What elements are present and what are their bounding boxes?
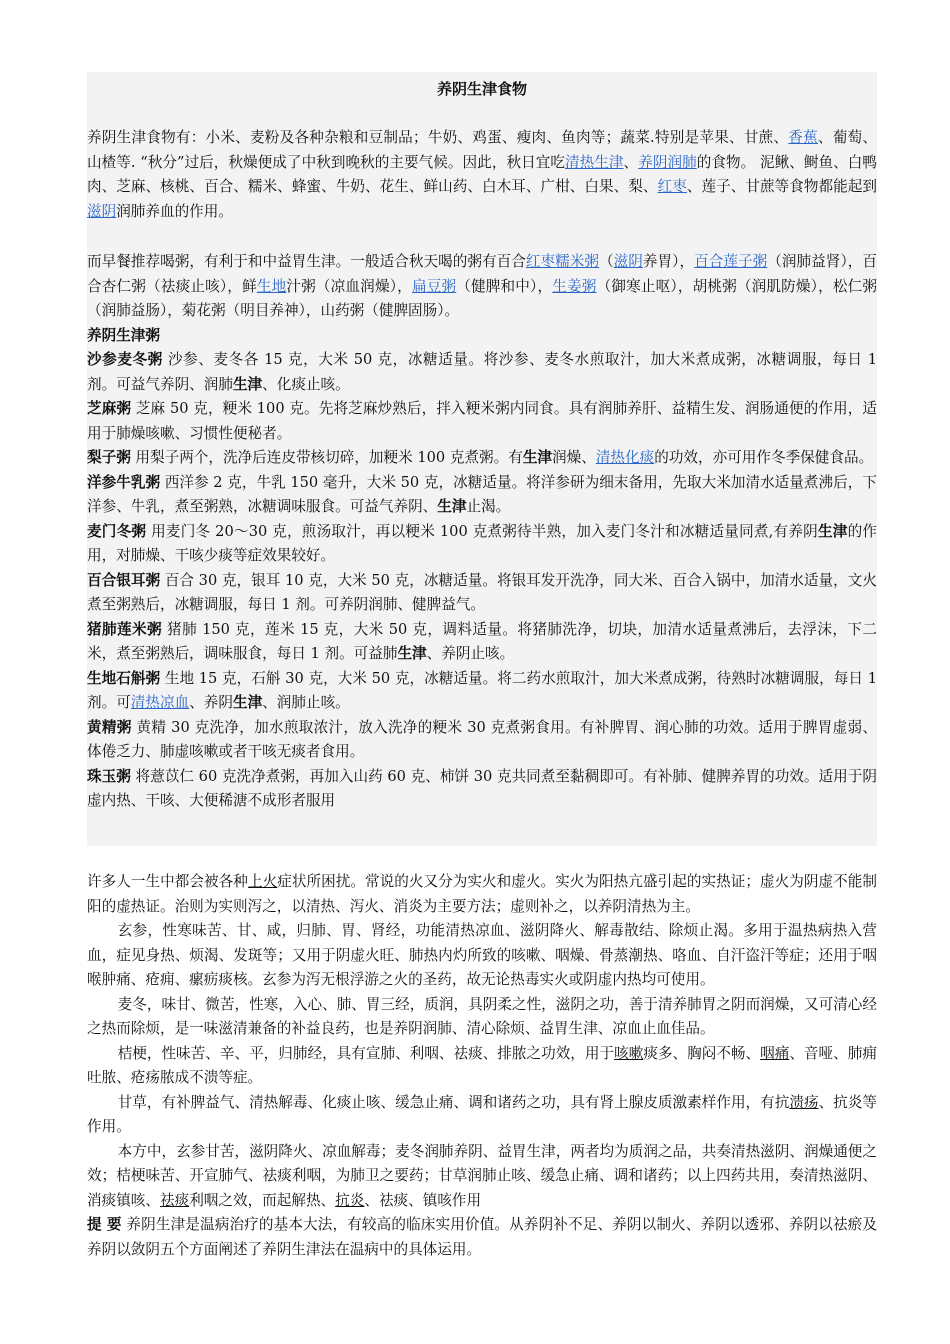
- link-yangyin-runfei[interactable]: 养阴润肺: [638, 153, 697, 171]
- recipe-zhufei-lianmi: 猪肺莲米粥 猪肺 150 克，莲米 15 克，大米 50 克，调料适量。将猪肺洗净，切块，加清水适量煮沸后，去浮沫，下二米，煮至粥熟后，调味服食，每日 1 剂。可益肺生津、养阴止咳。: [87, 620, 877, 662]
- recipe-name: 生地石斛粥: [87, 669, 161, 687]
- recipe-name: 梨子粥: [87, 449, 131, 466]
- intro-section: [87, 126, 877, 224]
- recipe-shashen-maidong: 沙参麦冬粥 沙参、麦冬各 15 克，大米 50 克，冰糖适量。将沙参、麦冬水煎取汁，加大米煮成粥，冰糖调服，每日 1 剂。可益气养阴、润肺生津、化痰止咳。: [87, 351, 877, 393]
- link-biandou-zhou[interactable]: 扁豆粥: [411, 277, 457, 295]
- breakfast-paragraph: 而早餐推荐喝粥，有利于和中益胃生津。一般适合秋天喝的粥有百合红枣糯米粥（滋阴养胃），百合莲子粥（润肺益肾），百合杏仁粥（祛痰止咳），鲜生地汁粥（凉血润燥），扁豆粥（健脾和中），生姜粥（御寒止呕），胡桃粥（润肌防燥），松仁粥（润肺益肠），菊花粥（明目养神），山药粥（健脾固肠）。: [87, 253, 878, 319]
- recipe-name: 百合银耳粥: [87, 571, 161, 589]
- summary-label: 提 要: [87, 1216, 122, 1233]
- link-ziyin-2[interactable]: 滋阴: [613, 253, 643, 270]
- recipe-shengdi-shihu: 生地石斛粥 生地 15 克，石斛 30 克，大米 50 克，冰糖适量。将二药水煎取汁，加大米煮成粥，待熟时冰糖调服，每日 1 剂。可清热凉血、养阴生津、润肺止咳。: [87, 669, 877, 711]
- formula-analysis: 本方中，玄参甘苦，滋阴降火、凉血解毒；麦冬润肺养阴、益胃生津，两者均为质润之品，共奏清热滋阴、润燥通便之效；桔梗味苦、开宣肺气、祛痰利咽，为肺卫之要药；甘草润肺止咳、缓急止痛、调和诸药；以上四药共用，奏清热滋阴、消痰镇咳、祛痰利咽之效，而起解热、抗炎、祛痰、镇咳作用: [87, 1142, 877, 1209]
- recipe-name: 黄精粥: [87, 718, 132, 736]
- porridge-section: [87, 250, 877, 814]
- recipe-name: 芝麻粥: [87, 400, 132, 417]
- herbs-intro: 许多人一生中都会被各种上火症状所困扰。常说的火又分为实火和虚火。实火为阳热亢盛引起的实热证；虚火为阴虚不能制阳的虚热证。治则为实则泻之，以清热、泻火、消炎为主要方法；虚则补之，以养阴清热为主。: [87, 873, 877, 915]
- recipe-baihe-yiner: 百合银耳粥 百合 30 克，银耳 10 克，大米 50 克，冰糖适量。将银耳发开洗净，同大米、百合入锅中，加清水适量，文火煮至粥熟后，冰糖调服，每日 1 剂。可养阴润肺、健脾益气。: [87, 571, 877, 613]
- link-red-date[interactable]: 红枣: [657, 178, 687, 195]
- recipe-name: 猪肺莲米粥: [87, 620, 163, 638]
- page-title: 养阴生津食物: [436, 80, 527, 98]
- porridge-heading: 养阴生津粥: [87, 326, 160, 344]
- herbs-section: [87, 870, 877, 1262]
- intro-paragraph: 养阴生津食物有：小米、麦粉及各种杂粮和豆制品；牛奶、鸡蛋、瘦肉、鱼肉等；蔬菜.特别是苹果、甘蔗、香蕉、葡萄、山楂等. “秋分”过后，秋燥便成了中秋到晚秋的主要气候。因此，秋日宜吃清热生津、养阴润肺的食物。 泥鳅、鲥鱼、白鸭肉、芝麻、核桃、百合、糯米、蜂蜜、牛奶、花生、鲜山药、白木耳、广柑、白果、梨、红枣、莲子、甘蔗等食物都能起到滋阴润肺养血的作用。: [87, 129, 877, 220]
- recipe-name: 珠玉粥: [87, 767, 131, 785]
- link-ziyin[interactable]: 滋阴: [87, 202, 117, 220]
- herb-xuanshen: 玄参，性寒味苦、甘、咸，归肺、胃、肾经，功能清热凉血、滋阴降火、解毒散结、除烦止渴。多用于温热病热入营血，症见身热、烦渴、发斑等；又用于阴虚火旺、肺热内灼所致的咳嗽、咽燥、骨蒸潮热、咯血、自汗盗汗等症；还用于咽喉肿痛、疮痈、瘰疬痰核。玄参为泻无根浮游之火的圣药，故无论热毒实火或阴虚内热均可使用。: [87, 922, 877, 988]
- recipe-name: 麦门冬粥: [87, 522, 147, 540]
- recipe-yangshen-niuru: 洋参牛乳粥 西洋参 2 克，牛乳 150 毫升，大米 50 克，冰糖适量。将洋参研为细末备用，先取大米加清水适量煮沸后，下洋参、牛乳，煮至粥熟，冰糖调味服食。可益气养阴、生津止渴。: [87, 473, 877, 515]
- link-baihe-lianzi-zhou[interactable]: 百合莲子粥: [694, 253, 768, 270]
- summary-paragraph: 提 要 养阴生津是温病治疗的基本大法，有较高的临床实用价值。从养阴补不足、养阴以制火、养阴以透邪、养阴以祛瘀及养阴以敛阴五个方面阐述了养阴生津法在温病中的具体运用。: [87, 1216, 877, 1258]
- herb-gancao: 甘草，有补脾益气、清热解毒、化痰止咳、缓急止痛、调和诸药之功，具有肾上腺皮质激素样作用，有抗溃疡、抗炎等作用。: [87, 1093, 877, 1135]
- link-shengjiang-zhou[interactable]: 生姜粥: [552, 277, 597, 295]
- link-shengdi[interactable]: 生地: [256, 277, 287, 295]
- recipe-name: 沙参麦冬粥: [87, 351, 163, 368]
- link-qingre-huatan[interactable]: 清热化痰: [595, 449, 655, 466]
- herb-maidong: 麦冬，味甘、微苦，性寒，入心、肺、胃三经，质润，具阴柔之性，滋阴之功，善于清养肺胃之阴而润燥，又可清心经之热而除烦，是一味滋清兼备的补益良药，也是养阴润肺、清心除烦、益胃生津、凉血止血佳品。: [87, 995, 877, 1037]
- link-qingre-liangxue[interactable]: 清热凉血: [130, 694, 190, 711]
- recipe-huangjing: 黄精粥 黄精 30 克洗净，加水煎取浓汁，放入洗净的粳米 30 克煮粥食用。有补脾胃、润心肺的功效。适用于脾胃虚弱、体倦乏力、肺虚咳嗽或者干咳无痰者食用。: [87, 718, 877, 760]
- recipe-zhuyu: 珠玉粥 将薏苡仁 60 克洗净煮粥，再加入山药 60 克、柿饼 30 克共同煮至黏稠即可。有补肺、健脾养胃的功效。适用于阴虚内热、干咳、大便稀溏不成形者服用: [87, 767, 877, 809]
- herb-jiegeng: 桔梗，性味苦、辛、平，归肺经，具有宣肺、利咽、祛痰、排脓之功效，用于咳嗽痰多、胸闷不畅、咽痛、音哑、肺痈吐脓、疮疡脓成不溃等症。: [87, 1044, 877, 1086]
- recipe-lizi: 梨子粥 用梨子两个，洗净后连皮带核切碎，加粳米 100 克煮粥。有生津润燥、清热化痰的功效，亦可用作冬季保健食品。: [87, 449, 874, 466]
- recipe-name: 洋参牛乳粥: [87, 473, 161, 491]
- recipe-maimendong: 麦门冬粥 用麦门冬 20～30 克，煎汤取汁，再以粳米 100 克煮粥待半熟，加入麦门冬汁和冰糖适量同煮,有养阴生津的作用，对肺燥、干咳少痰等症效果较好。: [87, 522, 877, 564]
- link-qingre-shengjin[interactable]: 清热生津: [565, 153, 624, 171]
- recipe-zhima: 芝麻粥 芝麻 50 克，粳米 100 克。先将芝麻炒熟后，拌入粳米粥内同食。具有润肺养肝、益精生发、润肠通便的作用，适用于肺燥咳嗽、习惯性便秘者。: [87, 400, 877, 442]
- link-banana[interactable]: 香蕉: [788, 129, 818, 146]
- link-hongzao-nuomi-zhou[interactable]: 红枣糯米粥: [525, 253, 600, 270]
